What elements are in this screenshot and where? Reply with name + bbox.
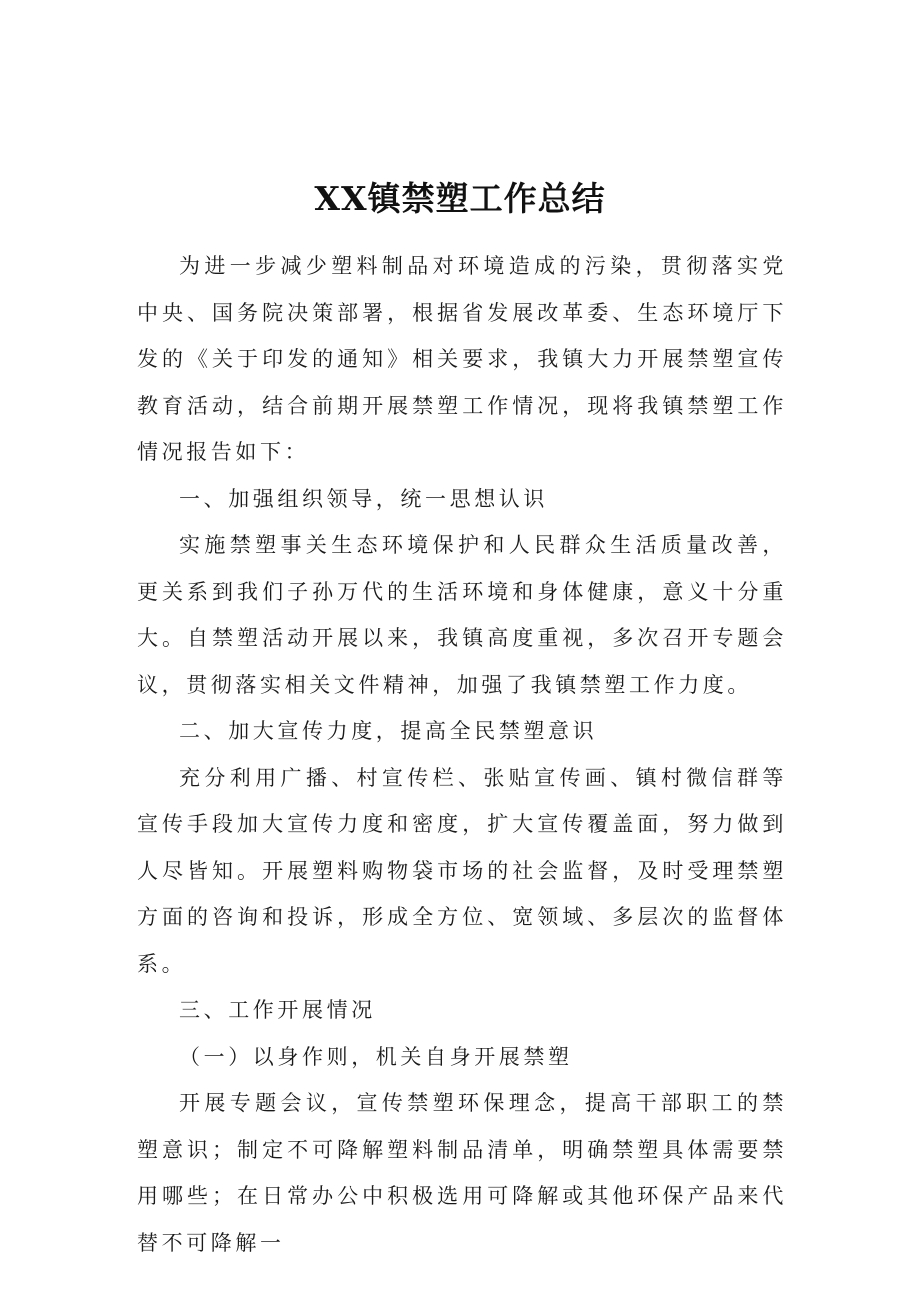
section-1-paragraph: 实施禁塑事关生态环境保护和人民群众生活质量改善，更关系到我们子孙万代的生活环境和身体健康，意义十分重大。自禁塑活动开展以来，我镇高度重视，多次召开专题会议，贯彻落实相关文件精神，加强了我镇禁塑工作力度。 [137,533,787,697]
document-body [137,243,787,1266]
section-heading-2: 二、加大宣传力度，提高全民禁塑意识 [179,719,598,743]
subsection-heading-1: （一）以身作则，机关自身开展禁塑 [179,1044,573,1069]
section-heading-3: 三、工作开展情况 [179,998,376,1022]
section-2-paragraph: 充分利用广播、村宣传栏、张贴宣传画、镇村微信群等宣传手段加大宣传力度和密度，扩大宣传覆盖面，努力做到人尽皆知。开展塑料购物袋市场的社会监督，及时受理禁塑方面的咨询和投诉，形成全方位、宽领域、多层次的监督体系。 [137,765,787,976]
subsection-1-paragraph: 开展专题会议，宣传禁塑环保理念，提高干部职工的禁塑意识；制定不可降解塑料制品清单，明确禁塑具体需要禁用哪些；在日常办公中积极选用可降解或其他环保产品来代替不可降解一 [137,1091,787,1255]
intro-paragraph: 为进一步减少塑料制品对环境造成的污染，贯彻落实党中央、国务院决策部署，根据省发展改革委、生态环境厅下发的《关于印发的通知》相关要求，我镇大力开展禁塑宣传教育活动，结合前期开展禁塑工作情况，现将我镇禁塑工作情况报告如下： [137,254,787,464]
section-heading-1: 一、加强组织领导，统一思想认识 [179,486,548,511]
document-title: XX镇禁塑工作总结 [314,179,606,218]
